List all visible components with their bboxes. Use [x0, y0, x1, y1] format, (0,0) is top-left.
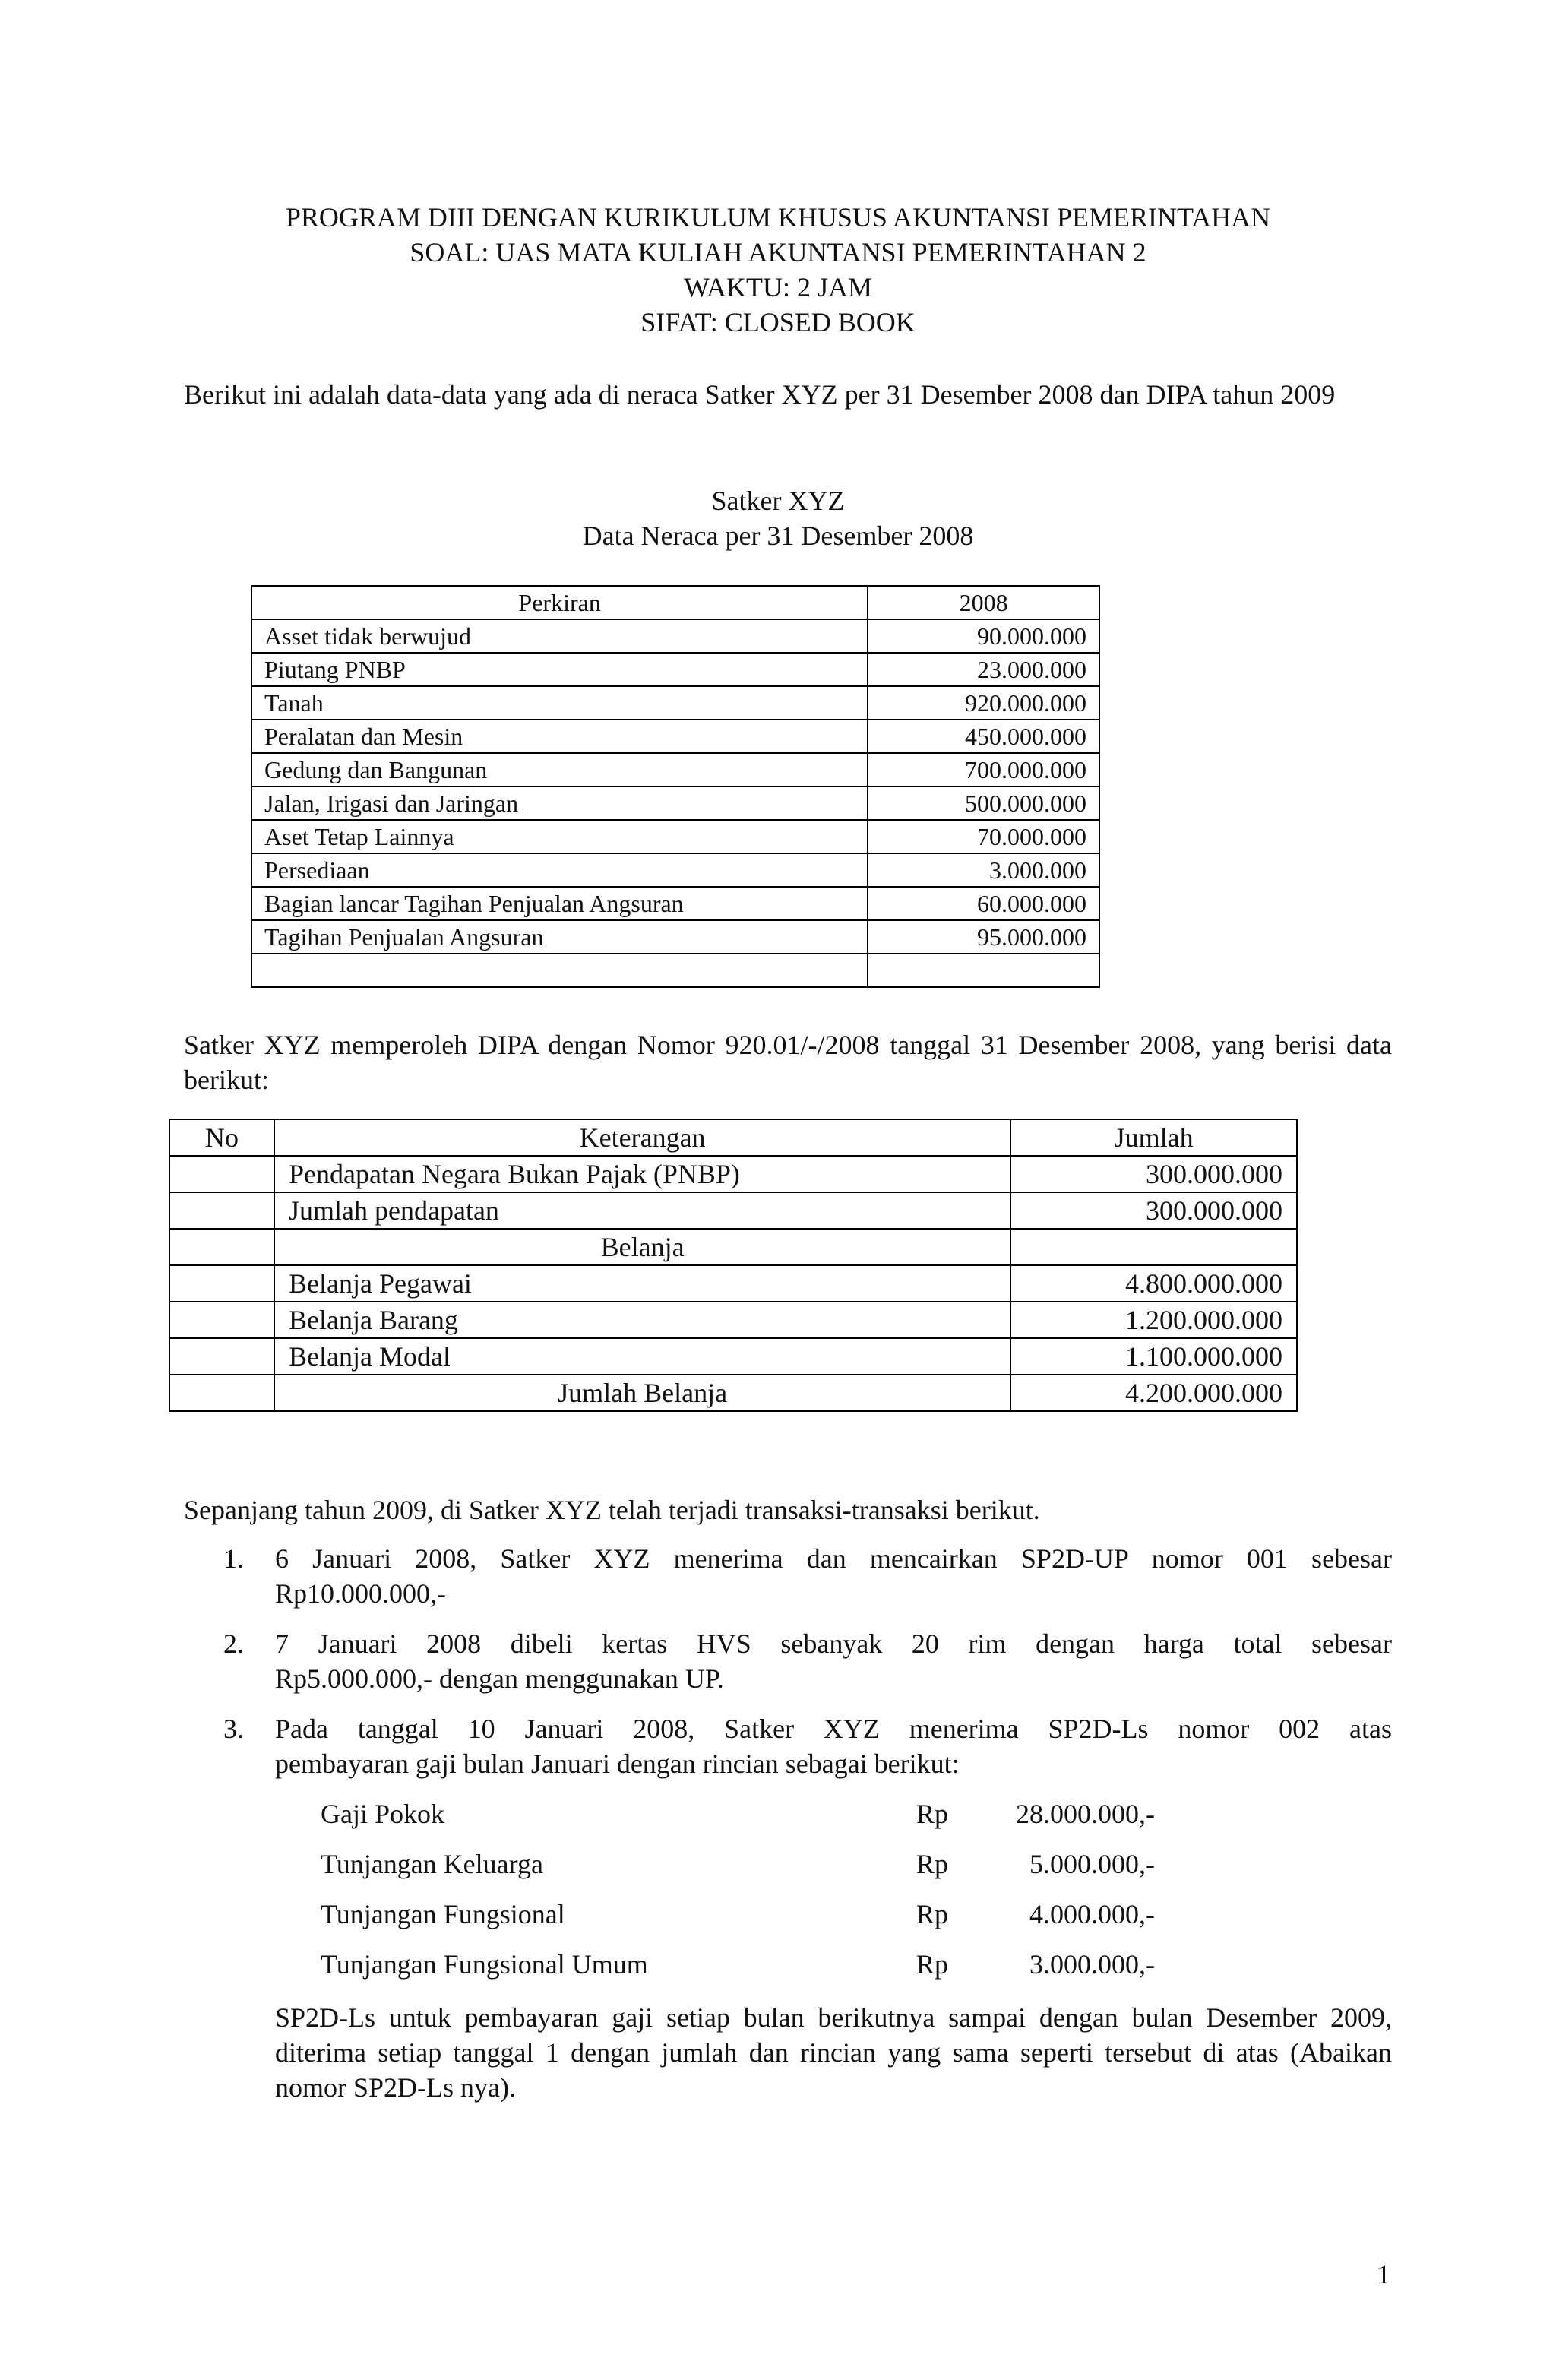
- row-amount: 1.200.000.000: [1010, 1302, 1297, 1338]
- table-row: [251, 820, 1099, 853]
- salary-currency: Rp: [916, 1799, 949, 1829]
- row-number: [169, 1338, 274, 1375]
- account-value: 70.000.000: [868, 820, 1099, 853]
- header-line-3: WAKTU: 2 JAM: [684, 272, 872, 302]
- transaction-number: 3.: [223, 1714, 244, 1744]
- dipa-intro-text: Satker XYZ memperoleh DIPA dengan Nomor 920.01/-/2008 tanggal 31 Desember 2008, yang berisi data berikut:: [184, 1030, 1392, 1095]
- salary-amount: 3.000.000,-: [1029, 1949, 1155, 1980]
- row-description: Belanja Barang: [274, 1302, 1010, 1338]
- row-number: [169, 1229, 274, 1265]
- transaction-text-line-1: 7 Januari 2008 dibeli kertas HVS sebanyak 20 rim dengan harga total sebesar: [275, 1628, 1392, 1659]
- table-row: [251, 686, 1099, 720]
- table-row: [169, 1375, 1297, 1411]
- column-header-amount: Jumlah: [1010, 1119, 1297, 1156]
- transaction-number: 2.: [223, 1628, 244, 1659]
- table-row: [251, 653, 1099, 686]
- table-row: [169, 1156, 1297, 1192]
- account-value: 90.000.000: [868, 619, 1099, 653]
- row-number: [169, 1375, 274, 1411]
- account-value: 3.000.000: [868, 853, 1099, 887]
- row-description: Jumlah Belanja: [274, 1375, 1010, 1411]
- transaction-text-line-1: Pada tanggal 10 Januari 2008, Satker XYZ menerima SP2D-Ls nomor 002 atas: [275, 1714, 1392, 1744]
- row-number: [169, 1302, 274, 1338]
- row-number: [169, 1156, 274, 1192]
- table-row: [251, 619, 1099, 653]
- row-amount: [1010, 1229, 1297, 1265]
- row-description: Belanja Pegawai: [274, 1265, 1010, 1302]
- page-number: 1: [1377, 2259, 1390, 2290]
- account-value: 500.000.000: [868, 786, 1099, 820]
- account-name: Bagian lancar Tagihan Penjualan Angsuran: [251, 887, 868, 920]
- table-row: [169, 1265, 1297, 1302]
- transaction-item: [275, 1626, 1392, 1696]
- row-amount: 300.000.000: [1010, 1192, 1297, 1229]
- table-row: [251, 853, 1099, 887]
- table-row: [251, 887, 1099, 920]
- salary-label: Tunjangan Fungsional: [321, 1899, 565, 1929]
- account-value: 450.000.000: [868, 720, 1099, 753]
- row-amount: 4.200.000.000: [1010, 1375, 1297, 1411]
- balance-subtitle: Data Neraca per 31 Desember 2008: [582, 521, 974, 551]
- salary-amount: 4.000.000,-: [1029, 1899, 1155, 1929]
- table-row: [169, 1192, 1297, 1229]
- header-line-2: SOAL: UAS MATA KULIAH AKUNTANSI PEMERINTAHAN 2: [410, 237, 1146, 267]
- table-row: [169, 1302, 1297, 1338]
- row-amount: 4.800.000.000: [1010, 1265, 1297, 1302]
- row-description: Pendapatan Negara Bukan Pajak (PNBP): [274, 1156, 1010, 1192]
- row-amount: 300.000.000: [1010, 1156, 1297, 1192]
- column-header-description: Keterangan: [274, 1119, 1010, 1156]
- transaction-number: 1.: [223, 1543, 244, 1574]
- empty-cell: [868, 954, 1099, 987]
- row-amount: 1.100.000.000: [1010, 1338, 1297, 1375]
- salary-amount: 28.000.000,-: [1016, 1799, 1155, 1829]
- account-name: Asset tidak berwujud: [251, 619, 868, 653]
- salary-label: Tunjangan Keluarga: [321, 1849, 543, 1879]
- table-row: [251, 720, 1099, 753]
- table-row: [169, 1338, 1297, 1375]
- intro-paragraph: Berikut ini adalah data-data yang ada di neraca Satker XYZ per 31 Desember 2008 dan DIPA tahun 2009: [184, 379, 1336, 410]
- balance-title: Satker XYZ: [711, 486, 845, 516]
- table-row: [251, 753, 1099, 786]
- table-row: [169, 1229, 1297, 1265]
- account-value: 23.000.000: [868, 653, 1099, 686]
- header-line-1: PROGRAM DIII DENGAN KURIKULUM KHUSUS AKUNTANSI PEMERINTAHAN: [285, 202, 1271, 233]
- account-name: Tanah: [251, 686, 868, 720]
- account-name: Gedung dan Bangunan: [251, 753, 868, 786]
- salary-label: Gaji Pokok: [321, 1799, 445, 1829]
- account-name: Piutang PNBP: [251, 653, 868, 686]
- account-value: 95.000.000: [868, 920, 1099, 954]
- transaction-text-line-2: pembayaran gaji bulan Januari dengan rincian sebagai berikut:: [275, 1749, 960, 1779]
- column-header-account: Perkiran: [251, 586, 868, 619]
- row-description: Jumlah pendapatan: [274, 1192, 1010, 1229]
- column-header-year: 2008: [868, 586, 1099, 619]
- account-name: Tagihan Penjualan Angsuran: [251, 920, 868, 954]
- transaction-text-line-2: Rp5.000.000,- dengan menggunakan UP.: [275, 1663, 724, 1694]
- account-value: 920.000.000: [868, 686, 1099, 720]
- empty-cell: [251, 954, 868, 987]
- table-row: [251, 920, 1099, 954]
- salary-label: Tunjangan Fungsional Umum: [321, 1949, 648, 1980]
- account-value: 700.000.000: [868, 753, 1099, 786]
- row-number: [169, 1265, 274, 1302]
- salary-currency: Rp: [916, 1849, 949, 1879]
- column-header-no: No: [169, 1119, 274, 1156]
- table-header-row: [169, 1119, 1297, 1156]
- balance-table: [251, 585, 1100, 988]
- table-header-row: [251, 586, 1099, 619]
- transaction-text-line-1: 6 Januari 2008, Satker XYZ menerima dan mencairkan SP2D-UP nomor 001 sebesar: [275, 1543, 1392, 1574]
- account-name: Jalan, Irigasi dan Jaringan: [251, 786, 868, 820]
- table-row-empty: [251, 954, 1099, 987]
- transaction-text-line-2: Rp10.000.000,-: [275, 1578, 446, 1609]
- salary-amount: 5.000.000,-: [1029, 1849, 1155, 1879]
- table-row: [251, 786, 1099, 820]
- account-name: Persediaan: [251, 853, 868, 887]
- closing-paragraph: SP2D-Ls untuk pembayaran gaji setiap bulan berikutnya sampai dengan bulan Desember 2009, diterima setiap tanggal 1 dengan jumlah dan rincian yang sama seperti tersebut di atas (Abaikan nomor SP2D-Ls nya).: [275, 2002, 1392, 2103]
- row-number: [169, 1192, 274, 1229]
- transactions-intro: Sepanjang tahun 2009, di Satker XYZ telah terjadi transaksi-transaksi berikut.: [184, 1495, 1040, 1525]
- dipa-intro-paragraph: [184, 1027, 1392, 1097]
- salary-currency: Rp: [916, 1949, 949, 1980]
- row-description: Belanja: [274, 1229, 1010, 1265]
- account-name: Aset Tetap Lainnya: [251, 820, 868, 853]
- dipa-table: [169, 1119, 1298, 1412]
- account-value: 60.000.000: [868, 887, 1099, 920]
- transaction-item: [275, 1711, 1392, 1781]
- row-description: Belanja Modal: [274, 1338, 1010, 1375]
- transaction-item: [275, 1541, 1392, 1611]
- salary-currency: Rp: [916, 1899, 949, 1929]
- account-name: Peralatan dan Mesin: [251, 720, 868, 753]
- header-line-4: SIFAT: CLOSED BOOK: [640, 307, 916, 337]
